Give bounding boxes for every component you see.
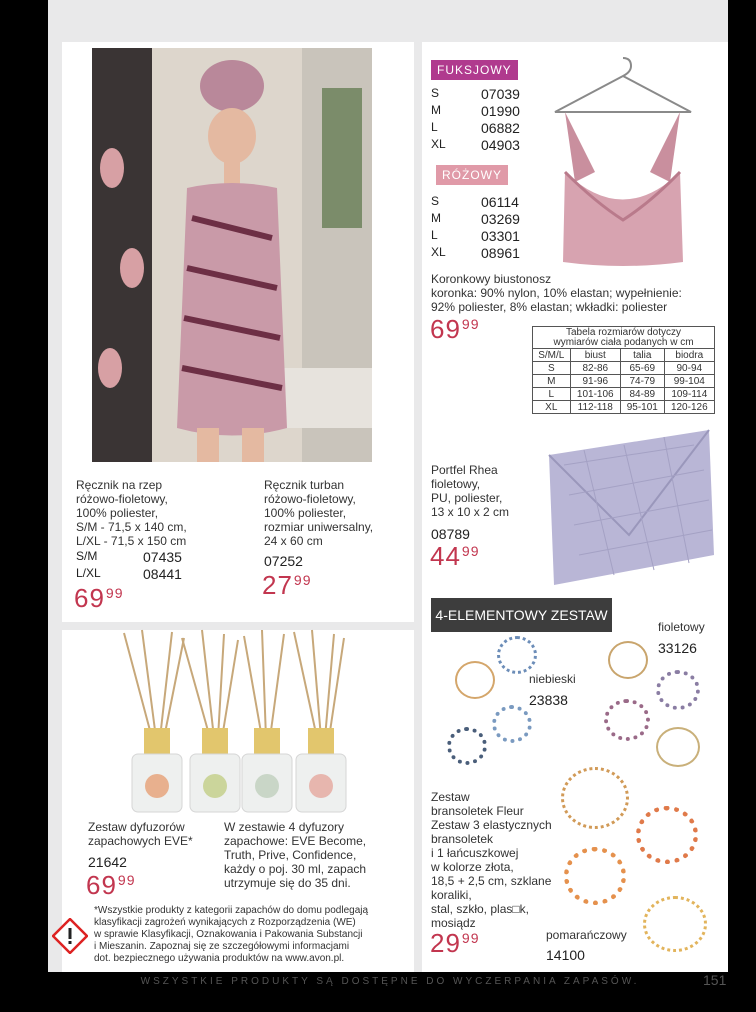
bra-size-row [431, 86, 520, 102]
size-table [532, 326, 715, 414]
bra-photo [535, 52, 710, 272]
towel-price: $69^{99}$ [74, 583, 124, 613]
warning-line: klasyfikacji zagrożeń wynikających z Rozporządzenia (WE) [94, 917, 356, 928]
product-code: 14100 [546, 947, 585, 963]
table-cell: 91-96 [570, 375, 620, 388]
table-row [533, 401, 715, 414]
towel-line: L/XL - 71,5 x 150 cm [76, 534, 187, 548]
towel-line: S/M - 71,5 x 140 cm, [76, 520, 187, 534]
turban-line: 24 x 60 cm [264, 534, 323, 548]
size-label: S [431, 194, 440, 208]
table-cell: 99-104 [664, 375, 714, 388]
bracelet-line: koraliki, [431, 888, 472, 902]
turban-line: różowo-fioletowy, [264, 492, 356, 506]
table-header: talia [620, 349, 664, 362]
table-cell: 90-94 [664, 362, 714, 375]
product-code: 33126 [658, 640, 697, 656]
bracelet-line: i 1 łańcuszkowej [431, 846, 519, 860]
bra-composition: koronka: 90% nylon, 10% elastan; wypełnienie: [431, 286, 682, 300]
bra-size-row [431, 211, 520, 227]
table-cell: L [533, 388, 571, 401]
diffuser-photo [112, 628, 347, 818]
size-label: L [431, 120, 438, 134]
product-code: 07435 [143, 549, 182, 565]
bra-price: $69^{99}$ [430, 314, 480, 344]
bra-composition: 92% poliester, 8% elastan; wkładki: poliester [431, 300, 668, 314]
product-code: 23838 [529, 692, 568, 708]
warning-line: w sprawie Klasyfikacji, Oznakowania i Pakowania Substancji [94, 929, 363, 940]
wallet-price: $44^{99}$ [430, 541, 480, 571]
table-header: biust [570, 349, 620, 362]
bra-size-row [431, 103, 520, 119]
set-banner: 4-ELEMENTOWY ZESTAW [431, 598, 612, 632]
bracelet-line: w kolorze złota, [431, 860, 514, 874]
bracelet-line: stal, szkło, plas□k, [431, 902, 529, 916]
warning-line: i Mieszanin. Zapoznaj się ze szczegółowymi informacjami [94, 941, 350, 952]
product-code: 08789 [431, 526, 470, 542]
table-cell: 74-79 [620, 375, 664, 388]
size-label: M [431, 211, 441, 225]
bracelet-icon [455, 661, 495, 699]
size-label: S [431, 86, 440, 100]
table-cell: XL [533, 401, 571, 414]
warning-line: *Wszystkie produkty z kategorii zapachów do domu podlegają [94, 905, 369, 916]
bracelet-line: bransoletek Fleur [431, 804, 524, 818]
product-code: 01990 [481, 103, 520, 119]
bracelet-icon [447, 727, 487, 765]
bra-size-row [431, 245, 520, 261]
size-label: XL [431, 137, 446, 151]
bracelet-icon [561, 767, 629, 829]
turban-line: rozmiar uniwersalny, [264, 520, 374, 534]
wallet-line: PU, poliester, [431, 491, 503, 505]
table-cell: M [533, 375, 571, 388]
size-table-title: Tabela rozmiarów dotyczy wymiarów ciała podanych w cm [533, 327, 715, 349]
product-code: 06114 [481, 194, 519, 210]
bracelet-price: $29^{99}$ [430, 928, 480, 958]
table-row [533, 375, 715, 388]
turban-title: Ręcznik turban [264, 478, 345, 492]
hazard-warning-icon [52, 918, 88, 954]
towel-size-row [76, 549, 182, 565]
diffuser-desc: utrzymuje się do 35 dni. [224, 876, 351, 890]
wallet-photo [544, 425, 716, 590]
product-code: 07252 [264, 553, 303, 569]
product-code: 07039 [481, 86, 520, 102]
diffuser-title: Zestaw dyfuzorów [88, 820, 185, 834]
bracelet-icon [492, 705, 532, 743]
diffuser-price: $69^{99}$ [86, 870, 136, 900]
bracelet-icon [604, 699, 650, 741]
product-code: 03269 [481, 211, 520, 227]
table-cell: 109-114 [664, 388, 714, 401]
bracelet-icon [636, 806, 698, 864]
product-code: 04903 [481, 137, 520, 153]
bracelet-icon [608, 641, 648, 679]
table-cell: 120-126 [664, 401, 714, 414]
bracelet-icon [564, 847, 626, 905]
diffuser-desc: Truth, Prive, Confidence, [224, 848, 357, 862]
color-tag-fuchsia: FUKSJOWY [431, 60, 518, 80]
size-label: XL [431, 245, 446, 259]
variant-label: niebieski [529, 672, 576, 686]
diffuser-desc: zapachowe: EVE Become, [224, 834, 367, 848]
bracelet-line: 18,5 + 2,5 cm, szklane [431, 874, 552, 888]
product-code: 08441 [143, 566, 182, 582]
variant-label: fioletowy [658, 620, 705, 634]
diffuser-desc: każdy o poj. 30 ml, zapach [224, 862, 367, 876]
bra-size-row [431, 194, 519, 210]
bracelet-line: bransoletek [431, 832, 494, 846]
table-cell: S [533, 362, 571, 375]
table-header: biodra [664, 349, 714, 362]
bracelet-icon [643, 896, 707, 952]
table-row [533, 388, 715, 401]
bracelet-icon [656, 670, 700, 710]
table-cell: 112-118 [570, 401, 620, 414]
color-tag-pink: RÓŻOWY [436, 165, 508, 185]
table-header-row [533, 349, 715, 362]
size-label: M [431, 103, 441, 117]
bracelet-line: mosiądz [431, 916, 476, 930]
table-cell: 82-86 [570, 362, 620, 375]
turban-line: 100% poliester, [264, 506, 347, 520]
towel-title: Ręcznik na rzep [76, 478, 163, 492]
wallet-title: Portfel Rhea [431, 463, 498, 477]
table-row [533, 362, 715, 375]
bracelet-title: Zestaw [431, 790, 470, 804]
bra-size-row [431, 137, 520, 153]
footer-note: WSZYSTKIE PRODUKTY SĄ DOSTĘPNE DO WYCZERPANIA ZAPASÓW. [140, 976, 640, 987]
table-cell: 95-101 [620, 401, 664, 414]
table-cell: 101-106 [570, 388, 620, 401]
towel-line: różowo-fioletowy, [76, 492, 168, 506]
diffuser-desc: W zestawie 4 dyfuzory [224, 820, 345, 834]
table-cell: 84-89 [620, 388, 664, 401]
towel-photo [92, 48, 372, 462]
warning-line: dot. bezpiecznego używania produktów na www.avon.pl. [94, 953, 345, 964]
size-label: L/XL [76, 566, 101, 580]
size-label: L [431, 228, 438, 242]
table-cell: 65-69 [620, 362, 664, 375]
product-code: 08961 [481, 245, 520, 261]
bracelet-line: Zestaw 3 elastycznych [431, 818, 552, 832]
turban-price: $27^{99}$ [262, 570, 312, 600]
bracelet-icon [497, 636, 537, 674]
product-code: 03301 [481, 228, 520, 244]
towel-line: 100% poliester, [76, 506, 159, 520]
product-code: 06882 [481, 120, 520, 136]
bra-size-row [431, 120, 520, 136]
variant-label: pomarańczowy [546, 928, 627, 942]
bra-size-row [431, 228, 520, 244]
bra-title: Koronkowy biustonosz [431, 272, 552, 286]
size-label: S/M [76, 549, 98, 563]
bracelet-icon [656, 727, 700, 767]
page-number: 151 [703, 972, 727, 988]
wallet-line: fioletowy, [431, 477, 481, 491]
table-header: S/M/L [533, 349, 571, 362]
towel-size-row [76, 566, 182, 582]
product-code: 21642 [88, 854, 127, 870]
wallet-line: 13 x 10 x 2 cm [431, 505, 510, 519]
diffuser-title: zapachowych EVE* [88, 834, 193, 848]
